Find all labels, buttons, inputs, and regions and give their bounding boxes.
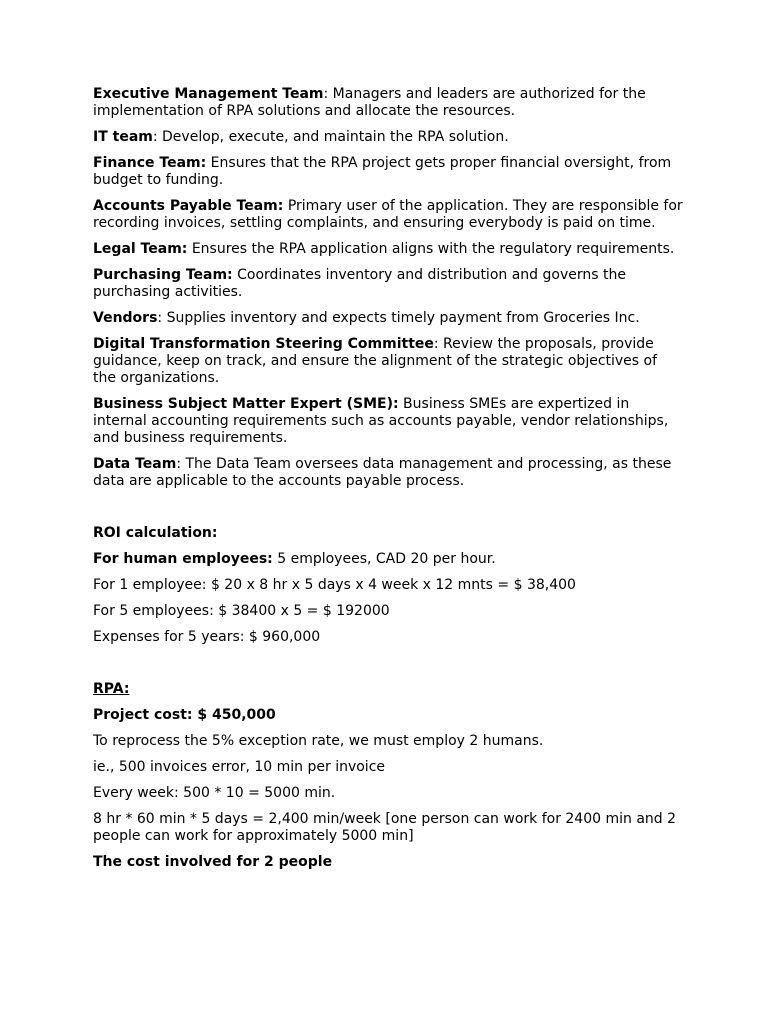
role-description: Ensures that the RPA project gets proper financial oversight, from budget to funding.	[93, 155, 672, 188]
role-description: Supplies inventory and expects timely payment from Groceries Inc.	[162, 310, 640, 326]
roi-line-five-years: Expenses for 5 years: $ 960,000	[93, 629, 321, 645]
role-description: Business SMEs are expertized in internal accounting requirements such as accounts payable, vendor relationships, and business requirements.	[93, 396, 669, 446]
role-description: Develop, execute, and maintain the RPA solution.	[157, 129, 509, 145]
role-title: Legal Team:	[93, 241, 188, 257]
role-title: Digital Transformation Steering Committee	[93, 336, 434, 352]
role-description: Ensures the RPA application aligns with the regulatory requirements.	[187, 241, 675, 257]
section-spacer	[93, 499, 683, 525]
rpa-cost-heading-text: The cost involved for 2 people	[93, 854, 333, 870]
roi-line-five-employees: For 5 employees: $ 38400 x 5 = $ 192000	[93, 603, 390, 619]
roi-human-label: For human employees:	[93, 551, 273, 567]
section-spacer	[93, 655, 683, 681]
role-separator: :	[323, 86, 329, 102]
roi-human-employees	[93, 551, 683, 568]
rpa-line-exception-rate: To reprocess the 5% exception rate, we must employ 2 humans.	[93, 733, 544, 749]
role-executive-management	[93, 86, 683, 120]
rpa-line-capacity: 8 hr * 60 min * 5 days = 2,400 min/week [one person can work for 2400 min and 2 people can work for approximately 5000 min]	[93, 811, 677, 844]
role-title: Vendors	[93, 310, 158, 326]
role-description: Review the proposals, provide guidance, keep on track, and ensure the alignment of the strategic objectives of the organizations.	[93, 336, 658, 386]
role-legal-team	[93, 241, 683, 258]
role-title: Finance Team:	[93, 155, 207, 171]
role-description: Primary user of the application. They are responsible for recording invoices, settling complaints, and ensuring everybody is paid on time.	[93, 198, 683, 231]
role-finance-team	[93, 155, 683, 189]
rpa-line-weekly-minutes: Every week: 500 * 10 = 5000 min.	[93, 785, 336, 801]
role-description: Coordinates inventory and distribution and governs the purchasing activities.	[93, 267, 626, 300]
roi-line-one-employee: For 1 employee: $ 20 x 8 hr x 5 days x 4 week x 12 mnts = $ 38,400	[93, 577, 576, 593]
role-description: The Data Team oversees data management and processing, as these data are applicable to the accounts payable process.	[93, 456, 672, 489]
rpa-heading-text: RPA:	[93, 681, 130, 697]
role-separator: :	[152, 129, 158, 145]
role-accounts-payable-team	[93, 198, 683, 232]
role-data-team	[93, 456, 683, 490]
role-title: Business Subject Matter Expert (SME):	[93, 396, 399, 412]
roi-human-text: 5 employees, CAD 20 per hour.	[272, 551, 496, 567]
rpa-line-invoice-errors: ie., 500 invoices error, 10 min per invoice	[93, 759, 386, 775]
role-business-sme	[93, 396, 683, 447]
role-it-team	[93, 129, 683, 146]
role-title: IT team	[93, 129, 153, 145]
rpa-project-cost	[93, 707, 683, 724]
role-title: Purchasing Team:	[93, 267, 233, 283]
role-separator: :	[433, 336, 439, 352]
rpa-heading	[93, 681, 683, 698]
rpa-project-cost-text: Project cost: $ 450,000	[93, 707, 276, 723]
role-separator: :	[157, 310, 163, 326]
role-title: Executive Management Team	[93, 86, 324, 102]
roi-heading-text: ROI calculation:	[93, 525, 218, 541]
role-purchasing-team	[93, 267, 683, 301]
role-steering-committee	[93, 336, 683, 387]
role-separator: :	[176, 456, 182, 472]
role-description: Managers and leaders are authorized for the implementation of RPA solutions and allocate the resources.	[93, 86, 646, 119]
roi-heading	[93, 525, 683, 542]
role-vendors	[93, 310, 683, 327]
document-page	[93, 86, 683, 880]
role-title: Data Team	[93, 456, 177, 472]
role-title: Accounts Payable Team:	[93, 198, 284, 214]
rpa-cost-heading	[93, 854, 683, 871]
